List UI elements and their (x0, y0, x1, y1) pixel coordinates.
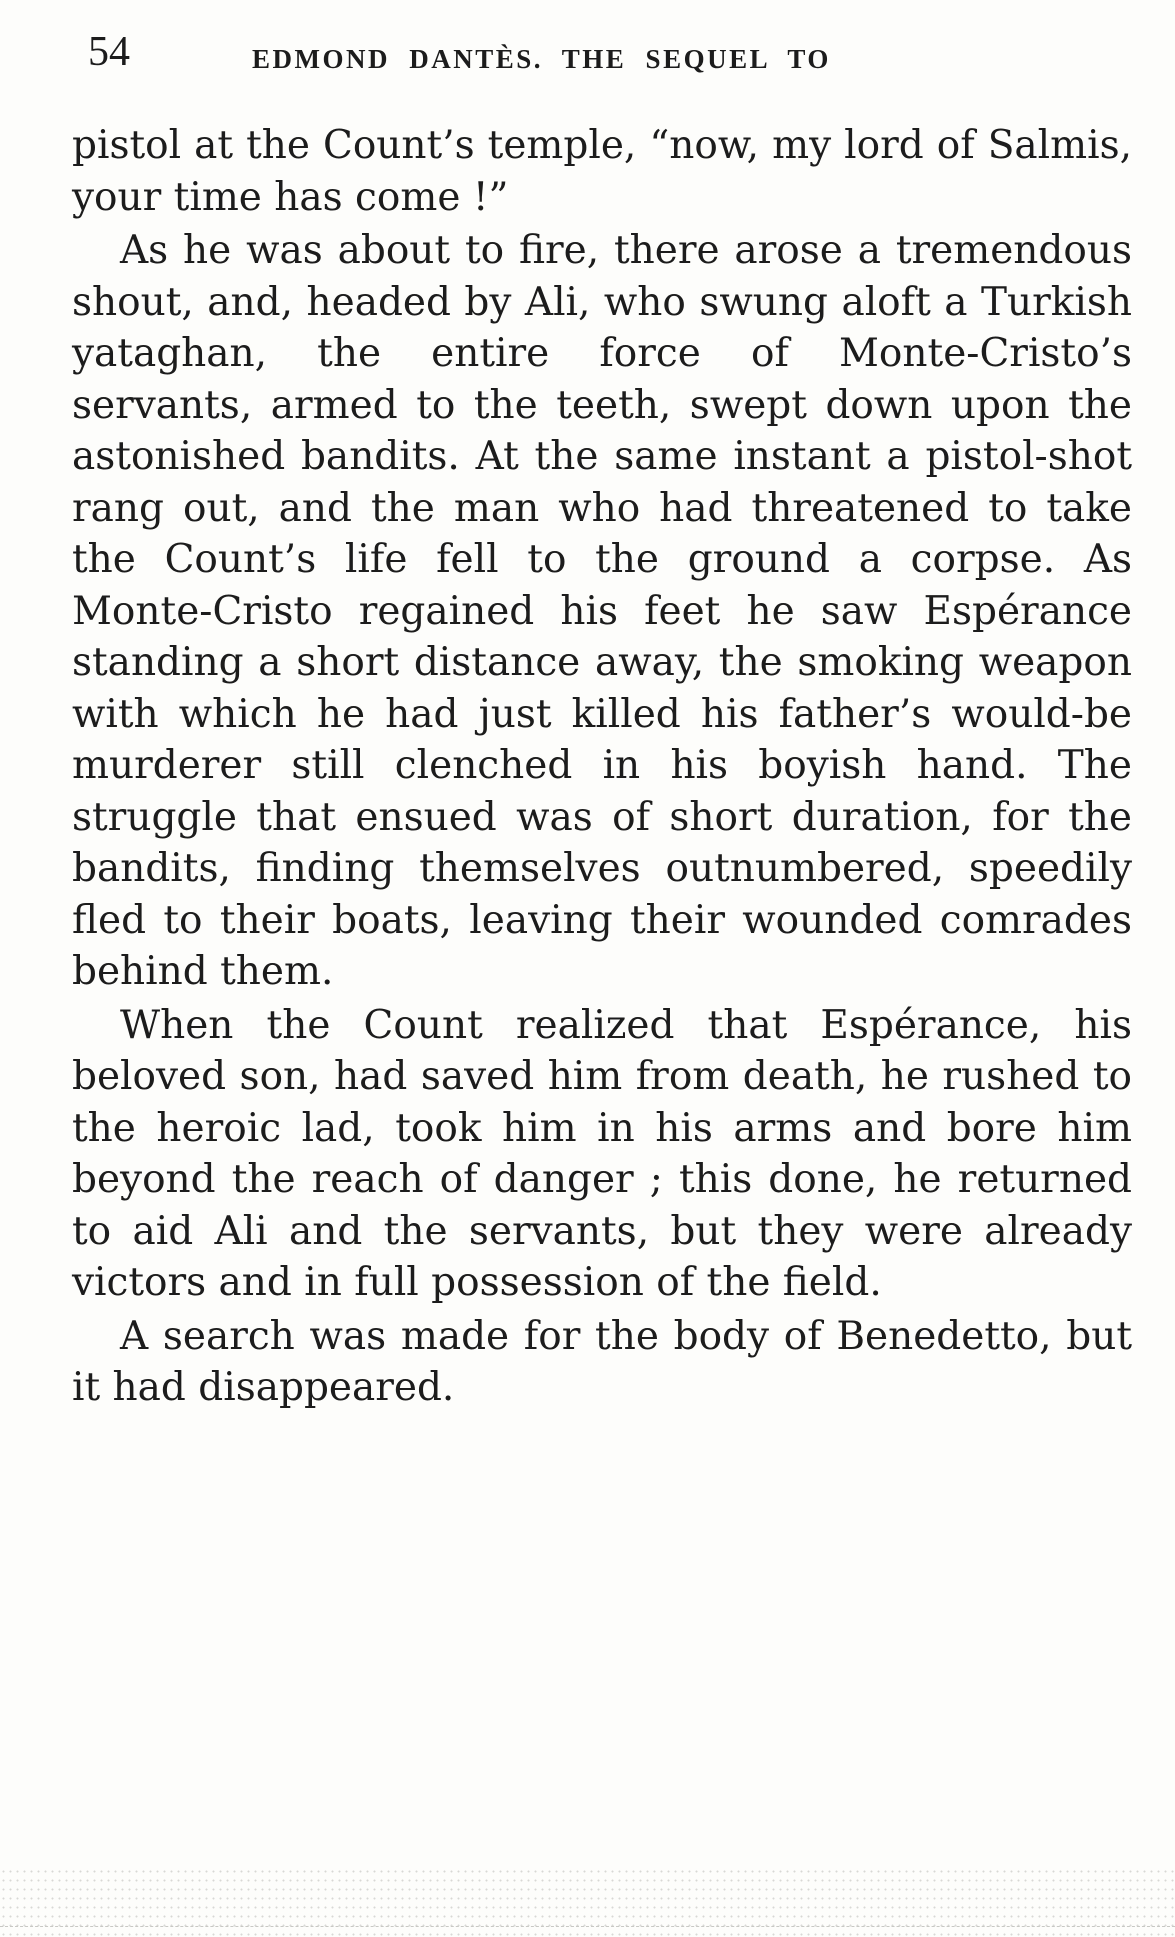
paragraph-continued: pistol at the Count’s temple, “now, my lord of Salmis, your time has come !” (72, 123, 1132, 220)
page-number: 54 (88, 29, 130, 75)
paragraph-search: A search was made for the body of Benedetto, but it had disappeared. (72, 1313, 1132, 1410)
paragraph-ambush: As he was about to fire, there arose a tremendous shout, and, headed by Ali, who swung aloft a Turkish yataghan, the entire force of Monte-Cristo’s servants, armed to the teeth, swept down upon the astonished bandits. At the same instant a pistol-shot rang out, and the man who had threatened to take the Count’s life fell to the ground a corpse. As Monte-Cristo regained his feet he saw Espérance standing a short distance away, the smoking weapon with which he had just killed his father’s would-be murderer still clenched in his boyish hand. The struggle that ensued was of short duration, for the bandits, finding themselves outnumbered, speedily fled to their boats, leaving their wounded comrades behind them. (72, 228, 1132, 994)
body-text (72, 120, 1132, 1416)
page-edge-line (0, 1926, 1175, 1927)
paragraph-rescue: When the Count realized that Espérance, his beloved son, had saved him from death, he rushed to the heroic lad, took him in his arms and bore him beyond the reach of danger ; this done, he returned to aid Ali and the servants, but they were already victors and in full possession of the field. (72, 1002, 1132, 1305)
running-head (80, 24, 1120, 94)
running-title: EDMOND DANTÈS. THE SEQUEL TO (252, 44, 831, 74)
